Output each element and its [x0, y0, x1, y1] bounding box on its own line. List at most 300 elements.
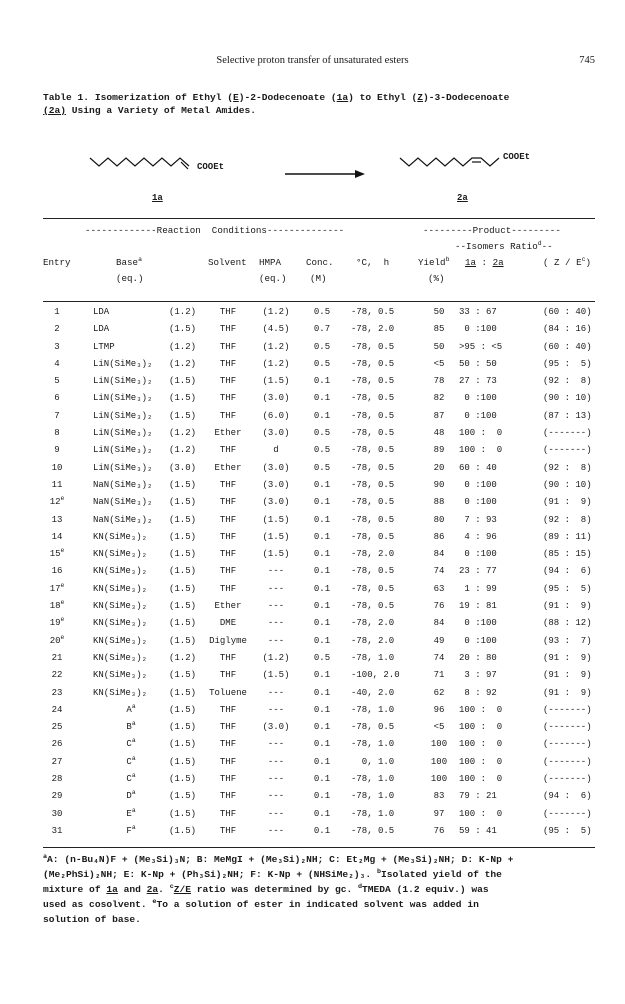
yield-cell-value: 100: [430, 774, 448, 785]
footnote-compound-2a: 2a: [146, 884, 159, 895]
base-eq-cell-value: (1.5): [169, 583, 197, 594]
conc-cell-value: 0.1: [313, 687, 331, 698]
col-base-footnote-mark: a: [138, 255, 142, 263]
solvent-cell-value: THF: [219, 479, 237, 490]
base-eq-cell: [169, 618, 203, 628]
base-eq-cell-value: (1.5): [169, 566, 197, 577]
yield-cell: [419, 584, 459, 594]
table-row: [43, 633, 595, 653]
conc-cell: [305, 480, 339, 490]
hmpa-cell-value: (3.0): [262, 497, 290, 508]
conc-cell-value: 0.1: [313, 514, 331, 525]
solvent-cell: [203, 722, 253, 732]
base-eq-cell: [169, 428, 203, 438]
footnote-ze: Z/E: [173, 884, 192, 895]
footnote-mark: e: [60, 599, 65, 607]
hmpa-cell-value: (1.5): [262, 549, 290, 560]
base-eq-cell: [169, 342, 203, 352]
col-base: [116, 257, 142, 268]
base-cell: [93, 670, 169, 680]
temp-time-cell-value: -78, 1.0: [351, 808, 395, 819]
solvent-cell-value: THF: [219, 393, 237, 404]
base-cell-value: KN(SiMe₃)₂: [93, 566, 148, 577]
solvent-cell-value: THF: [219, 531, 237, 542]
base-eq-cell-value: (1.5): [169, 514, 197, 525]
hmpa-cell-value: ---: [267, 739, 285, 750]
solvent-cell: [203, 636, 253, 646]
temp-time-cell: [351, 636, 421, 646]
col-hmpa: HMPA: [259, 257, 282, 268]
ze-ratio-cell-value: (90 : 10): [543, 479, 592, 490]
ze-ratio-cell-value: (94 : 6): [543, 791, 592, 802]
yield-cell: [419, 445, 459, 455]
temp-time-cell-value: -78, 0.5: [351, 722, 395, 733]
solvent-cell: [203, 393, 253, 403]
hmpa-cell: [257, 549, 295, 559]
yield-cell-value: 63: [433, 583, 445, 594]
yield-cell: [419, 532, 459, 542]
base-cell: [93, 307, 169, 317]
isomer-ratio-cell: [459, 757, 529, 767]
isomer-ratio-cell: [459, 324, 529, 334]
product-label: 2a: [457, 193, 468, 203]
footnote-mark: a: [131, 823, 136, 831]
solvent-cell: [203, 428, 253, 438]
isomer-ratio-cell: [459, 566, 529, 576]
base-cell: [93, 445, 169, 455]
isomer-ratio-cell: [459, 342, 529, 352]
table-row: [43, 581, 595, 601]
ze-ratio-cell-value: (91 : 9): [543, 670, 592, 681]
conc-cell-value: 0.1: [313, 601, 331, 612]
hmpa-cell: [257, 342, 295, 352]
entry-cell-value: 19: [49, 618, 61, 629]
ze-ratio-cell-value: (87 : 13): [543, 410, 592, 421]
base-eq-cell: [169, 324, 203, 334]
solvent-cell-value: THF: [219, 739, 237, 750]
solvent-cell-value: THF: [219, 549, 237, 560]
ze-ratio-cell-value: (93 : 7): [543, 635, 592, 646]
footnote-text: ratio was determined by gc.: [191, 884, 358, 895]
solvent-cell: [203, 411, 253, 421]
base-cell-value: KN(SiMe₃)₂: [93, 531, 148, 542]
conc-cell-value: 0.1: [313, 791, 331, 802]
yield-cell-value: 78: [433, 376, 445, 387]
yield-cell: [419, 670, 459, 680]
isomer-ratio-cell-value: 100 : 0: [459, 808, 503, 819]
footnote-mark: a: [131, 737, 136, 745]
yield-cell-value: 83: [433, 791, 445, 802]
ze-ratio-cell-value: (-------): [543, 774, 592, 785]
solvent-cell: [203, 549, 253, 559]
yield-cell-value: 87: [433, 410, 445, 421]
ze-ratio-cell: [543, 532, 603, 542]
ze-ratio-cell: [543, 342, 603, 352]
entry-cell-value: 10: [51, 462, 63, 473]
isomer-ratio-cell-value: 27 : 73: [459, 376, 497, 387]
temp-time-cell-value: -78, 2.0: [351, 549, 395, 560]
substrate-ester-group: COOEt: [197, 162, 225, 172]
base-eq-cell-value: (1.5): [169, 825, 197, 836]
substrate-label: 1a: [152, 193, 163, 203]
base-eq-cell: [169, 393, 203, 403]
yield-cell-value: 100: [430, 739, 448, 750]
yield-cell-value: 76: [433, 601, 445, 612]
yield-cell: [419, 411, 459, 421]
caption-text: Table 1. Isomerization of Ethyl (: [43, 92, 233, 103]
base-cell-value: LTMP: [93, 341, 115, 352]
entry-cell: [43, 515, 71, 525]
conc-cell-value: 0.1: [313, 376, 331, 387]
isomer-ratio-cell-value: 0 :100: [459, 410, 497, 421]
footnote-text: A: (n-Bu₄N)F + (Me₃Si)₃N; B: MeMgI + (Me₃Si)₂NH; C: Et₂Mg + (Me₃Si)₂NH; D: K-Np +: [47, 854, 514, 865]
base-eq-cell-value: (1.5): [169, 601, 197, 612]
hmpa-cell-value: ---: [267, 704, 285, 715]
base-cell-value: A: [126, 704, 132, 715]
solvent-cell-value: Ether: [214, 601, 242, 612]
conc-cell: [305, 307, 339, 317]
base-cell: [93, 428, 169, 438]
ze-ratio-cell: [543, 549, 603, 559]
temp-time-cell-value: -78, 0.5: [351, 307, 395, 317]
yield-cell-value: 97: [433, 808, 445, 819]
temp-time-cell-value: -78, 0.5: [351, 514, 395, 525]
footnote-text: TMEDA (1.2 equiv.) was: [362, 884, 489, 895]
hmpa-cell: [257, 515, 295, 525]
base-eq-cell-value: (1.5): [169, 324, 197, 335]
conc-cell-value: 0.5: [313, 652, 331, 663]
ze-ratio-cell-value: (60 : 40): [543, 341, 592, 352]
footnote-mark: e: [60, 547, 65, 555]
solvent-cell: [203, 739, 253, 749]
entry-cell-value: 9: [54, 445, 60, 456]
yield-cell: [419, 774, 459, 784]
base-eq-cell: [169, 411, 203, 421]
isomer-ratio-cell-value: 4 : 96: [459, 531, 497, 542]
base-cell: [93, 774, 169, 784]
hmpa-cell: [257, 722, 295, 732]
table-row: [43, 722, 595, 739]
hmpa-cell-value: d: [273, 445, 279, 456]
substrate-double-bond: [181, 162, 188, 169]
base-cell-value: E: [126, 808, 132, 819]
col-conc: Conc.: [306, 257, 334, 268]
base-cell: [93, 791, 169, 801]
isomer-ratio-cell-value: 0 :100: [459, 479, 497, 490]
table-row: [43, 445, 595, 462]
solvent-cell-value: DME: [219, 618, 237, 629]
base-cell: [93, 636, 169, 646]
base-cell: [93, 463, 169, 473]
col-ze-label: ( Z / E: [543, 257, 582, 268]
ze-ratio-cell: [543, 722, 603, 732]
base-cell-value: LiN(SiMe₃)₂: [93, 462, 153, 473]
isomers-ratio-label: --Isomers Ratio: [455, 241, 538, 252]
ze-ratio-cell: [543, 791, 603, 801]
isomer-ratio-cell-value: 100 : 0: [459, 428, 503, 439]
base-cell-value: LDA: [93, 307, 110, 317]
yield-cell: [419, 480, 459, 490]
ze-ratio-cell: [543, 670, 603, 680]
entry-cell-value: 24: [51, 704, 63, 715]
temp-time-cell: [351, 428, 421, 438]
conc-cell-value: 0.5: [313, 358, 331, 369]
conc-cell: [305, 739, 339, 749]
isomers-ratio-header: [455, 241, 553, 252]
conc-cell-value: 0.5: [313, 428, 331, 439]
conc-cell: [305, 549, 339, 559]
isomer-ratio-cell-value: 100 : 0: [459, 704, 503, 715]
col-base-eq: (eq.): [116, 273, 144, 284]
base-cell-value: LiN(SiMe₃)₂: [93, 428, 153, 439]
isomer-ratio-cell: [459, 739, 529, 749]
conc-cell-value: 0.1: [313, 479, 331, 490]
conc-cell: [305, 324, 339, 334]
yield-cell: [419, 757, 459, 767]
isomer-ratio-cell: [459, 376, 529, 386]
isomer-ratio-cell: [459, 307, 529, 317]
isomer-ratio-cell: [459, 722, 529, 732]
temp-time-cell: [351, 618, 421, 628]
base-cell-value: KN(SiMe₃)₂: [93, 635, 148, 646]
entry-cell-value: 22: [51, 670, 63, 681]
base-eq-cell: [169, 809, 203, 819]
footnote-mark: c: [169, 882, 174, 891]
solvent-cell-value: THF: [219, 791, 237, 802]
yield-cell-value: 100: [430, 756, 448, 767]
solvent-cell-value: Toluene: [209, 687, 247, 698]
temp-time-cell-value: -78, 0.5: [351, 341, 395, 352]
ze-ratio-cell-value: (-------): [543, 739, 592, 750]
conc-cell-value: 0.1: [313, 739, 331, 750]
ze-ratio-cell: [543, 653, 603, 663]
hmpa-cell: [257, 463, 295, 473]
base-cell: [93, 411, 169, 421]
base-cell-value: D: [126, 791, 132, 802]
base-eq-cell: [169, 307, 203, 317]
yield-cell: [419, 497, 459, 507]
hmpa-cell: [257, 791, 295, 801]
yield-cell-value: 96: [433, 704, 445, 715]
temp-time-cell-value: -78, 0.5: [351, 825, 395, 836]
isomer-ratio-cell-value: 0 :100: [459, 497, 497, 508]
conditions-group-header: -------------Reaction Conditions--------------: [85, 225, 345, 236]
yield-cell: [419, 324, 459, 334]
table-row: [43, 618, 595, 635]
entry-cell: [43, 774, 71, 784]
solvent-cell: [203, 463, 253, 473]
yield-cell: [419, 549, 459, 559]
yield-cell: [419, 359, 459, 369]
isomer-ratio-cell: [459, 636, 529, 646]
solvent-cell: [203, 791, 253, 801]
hmpa-cell-value: (3.0): [262, 462, 290, 473]
hmpa-cell: [257, 826, 295, 836]
temp-time-cell: [351, 549, 421, 559]
hmpa-cell: [257, 376, 295, 386]
entry-cell-value: 15: [49, 549, 61, 560]
temp-time-cell-value: -78, 2.0: [351, 324, 395, 335]
table-row: [43, 342, 595, 359]
ze-ratio-cell: [543, 566, 603, 576]
base-cell: [93, 359, 169, 369]
temp-time-cell: [351, 480, 421, 490]
base-cell: [93, 601, 169, 611]
base-eq-cell: [169, 601, 203, 611]
ze-ratio-cell: [543, 376, 603, 386]
footnote-mark: e: [60, 581, 65, 589]
solvent-cell-value: THF: [219, 825, 237, 836]
temp-time-cell: [351, 463, 421, 473]
hmpa-cell: [257, 445, 295, 455]
isomer-ratio-cell: [459, 532, 529, 542]
isomers-ratio-footnote-mark: d: [537, 239, 542, 247]
footnote-text: To a solution of ester in indicated solvent was added in: [156, 899, 479, 910]
isomer-ratio-cell-value: 100 : 0: [459, 722, 503, 733]
entry-cell-value: 25: [51, 722, 63, 733]
substrate-chain: [90, 158, 189, 166]
entry-cell: [43, 601, 71, 611]
base-cell-value: KN(SiMe₃)₂: [93, 618, 148, 629]
ze-ratio-cell-value: (-------): [543, 808, 592, 819]
footnote-text: solution of base.: [43, 914, 141, 925]
base-eq-cell: [169, 445, 203, 455]
yield-cell: [419, 307, 459, 317]
table-row: [43, 774, 595, 791]
conc-cell-value: 0.1: [313, 410, 331, 421]
hmpa-cell: [257, 480, 295, 490]
solvent-cell-value: THF: [219, 722, 237, 733]
temp-time-cell: [351, 532, 421, 542]
ze-ratio-cell-value: (92 : 8): [543, 462, 592, 473]
entry-cell-value: 27: [51, 756, 63, 767]
entry-cell: [43, 722, 71, 732]
footnote-line: [43, 867, 595, 882]
table-row: [43, 428, 595, 445]
col-ratio-1a: 1a: [465, 257, 477, 268]
base-eq-cell: [169, 376, 203, 386]
reaction-scheme: [85, 150, 555, 210]
col-conc-unit: (M): [310, 273, 327, 284]
isomer-ratio-cell-value: 100 : 0: [459, 756, 503, 767]
solvent-cell-value: THF: [219, 307, 237, 317]
yield-cell: [419, 636, 459, 646]
entry-cell-value: 7: [54, 410, 60, 421]
ze-ratio-cell: [543, 307, 603, 317]
entry-cell-value: 11: [51, 479, 63, 490]
ze-ratio-cell-value: (90 : 10): [543, 393, 592, 404]
table-row: [43, 532, 595, 549]
ze-ratio-cell: [543, 757, 603, 767]
conc-cell: [305, 584, 339, 594]
yield-cell: [419, 393, 459, 403]
base-eq-cell-value: (1.5): [169, 376, 197, 387]
table-body: [43, 307, 595, 843]
table-row: [43, 754, 595, 774]
hmpa-cell-value: ---: [267, 687, 285, 698]
yield-cell-value: 49: [433, 635, 445, 646]
ze-ratio-cell-value: (91 : 9): [543, 652, 592, 663]
conc-cell-value: 0.1: [313, 704, 331, 715]
solvent-cell: [203, 774, 253, 784]
base-eq-cell: [169, 636, 203, 646]
ze-ratio-cell-value: (60 : 40): [543, 307, 592, 317]
footnote-text: mixture of: [43, 884, 107, 895]
yield-cell: [419, 722, 459, 732]
hmpa-cell-value: (1.5): [262, 514, 290, 525]
hmpa-cell: [257, 584, 295, 594]
yield-cell: [419, 739, 459, 749]
base-cell-value: KN(SiMe₃)₂: [93, 601, 148, 612]
hmpa-cell: [257, 618, 295, 628]
solvent-cell: [203, 359, 253, 369]
hmpa-cell: [257, 393, 295, 403]
hmpa-cell: [257, 359, 295, 369]
ze-ratio-cell: [543, 411, 603, 421]
isomer-ratio-cell-value: 1 : 99: [459, 583, 497, 594]
base-eq-cell-value: (1.2): [169, 445, 197, 456]
yield-cell: [419, 653, 459, 663]
base-cell-value: LiN(SiMe₃)₂: [93, 410, 153, 421]
table-row: [43, 393, 595, 410]
base-cell: [93, 549, 169, 559]
yield-cell: [419, 601, 459, 611]
footnote-line: [43, 882, 595, 897]
base-cell-value: C: [126, 774, 132, 785]
table-row: [43, 653, 595, 670]
temp-time-cell-value: -78, 0.5: [351, 445, 395, 456]
solvent-cell: [203, 826, 253, 836]
base-eq-cell: [169, 722, 203, 732]
ze-ratio-cell: [543, 515, 603, 525]
entry-cell-value: 18: [49, 601, 61, 612]
hmpa-cell-value: ---: [267, 791, 285, 802]
isomer-ratio-cell-value: 59 : 41: [459, 825, 497, 836]
ze-ratio-cell-value: (95 : 5): [543, 825, 592, 836]
isomer-ratio-cell-value: >95 : <5: [459, 341, 503, 352]
col-solvent: Solvent: [208, 257, 247, 268]
conc-cell: [305, 359, 339, 369]
hmpa-cell-value: (1.5): [262, 376, 290, 387]
isomer-ratio-cell-value: 19 : 81: [459, 601, 497, 612]
col-ratio-sep: :: [476, 257, 493, 268]
ze-ratio-cell: [543, 463, 603, 473]
entry-cell-value: 31: [51, 825, 63, 836]
yield-cell-value: 20: [433, 462, 445, 473]
hmpa-cell-value: ---: [267, 808, 285, 819]
solvent-cell: [203, 532, 253, 542]
conc-cell-value: 0.1: [313, 635, 331, 646]
ze-ratio-cell-value: (89 : 11): [543, 531, 592, 542]
ze-ratio-cell-value: (-------): [543, 428, 592, 439]
temp-time-cell-value: -78, 0.5: [351, 393, 395, 404]
base-eq-cell-value: (1.5): [169, 791, 197, 802]
solvent-cell-value: Ether: [214, 462, 242, 473]
isomer-ratio-cell: [459, 549, 529, 559]
yield-cell: [419, 791, 459, 801]
hmpa-cell: [257, 653, 295, 663]
temp-time-cell-value: -78, 2.0: [351, 618, 395, 629]
hmpa-cell: [257, 428, 295, 438]
entry-cell-value: 26: [51, 739, 63, 750]
yield-cell-value: 50: [433, 307, 445, 317]
conc-cell-value: 0.1: [313, 393, 331, 404]
base-eq-cell-value: (1.2): [169, 358, 197, 369]
footnote-mark: d: [357, 882, 363, 891]
temp-time-cell-value: -78, 0.5: [351, 462, 395, 473]
table-bottom-rule: [43, 847, 595, 848]
base-eq-cell: [169, 739, 203, 749]
